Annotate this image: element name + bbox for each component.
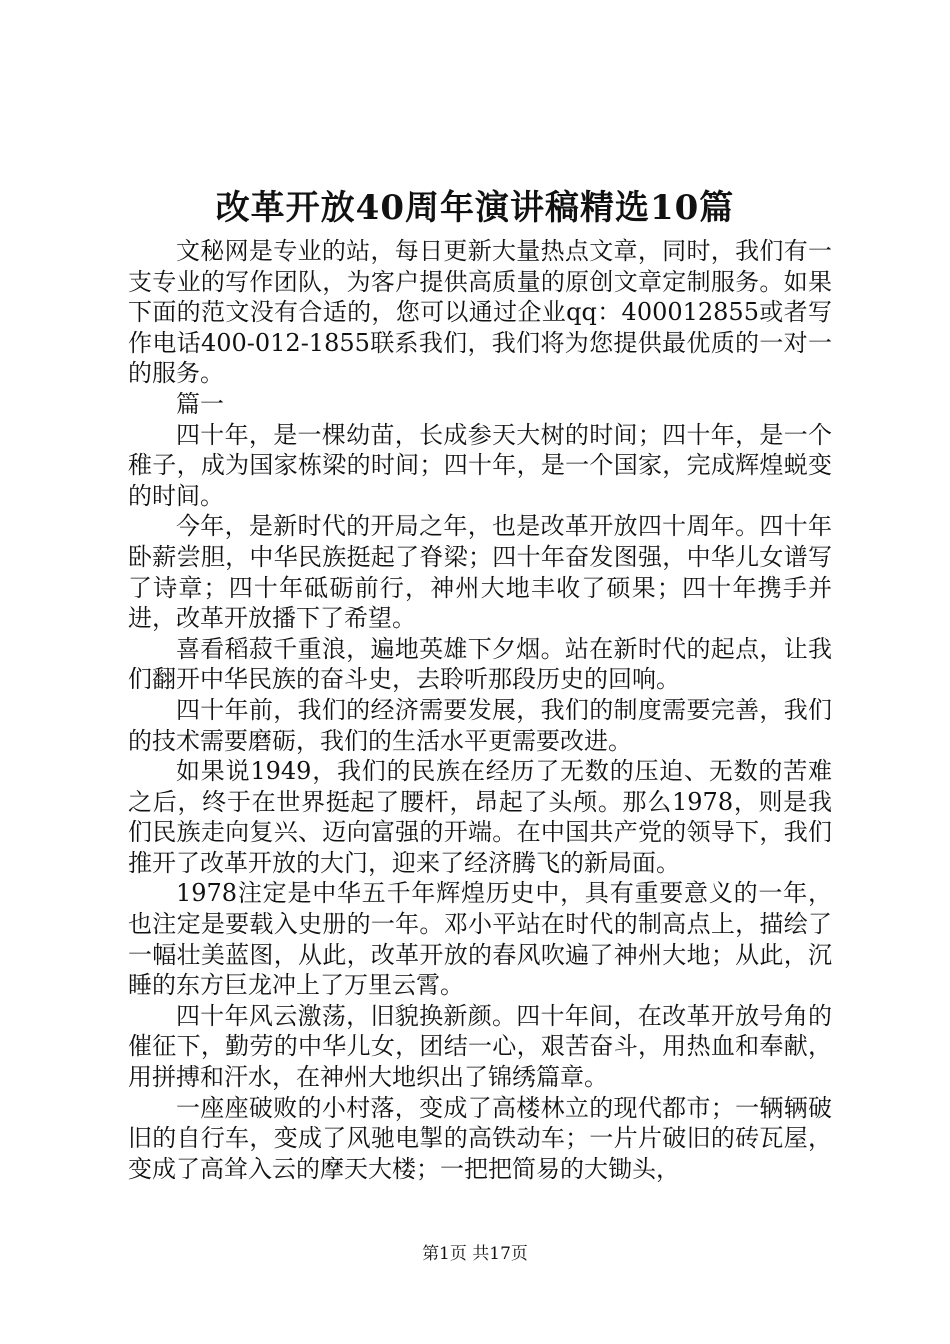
body-paragraph: 四十年，是一棵幼苗，长成参天大树的时间；四十年，是一个稚子，成为国家栋梁的时间；四十年，是一个国家，完成辉煌蜕变的时间。	[128, 420, 832, 510]
body-paragraph: 1978注定是中华五千年辉煌历史中，具有重要意义的一年，也注定是要载入史册的一年。邓小平站在时代的制高点上，描绘了一幅壮美蓝图，从此，改革开放的春风吹遍了神州大地；从此，沉睡的东方巨龙冲上了万里云霄。	[128, 879, 832, 1000]
document-title: 改革开放40周年演讲稿精选10篇	[215, 188, 735, 228]
body-paragraph: 今年，是新时代的开局之年，也是改革开放四十周年。四十年卧薪尝胆，中华民族挺起了脊梁；四十年奋发图强，中华儿女谱写了诗章；四十年砥砺前行，神州大地丰收了硕果；四十年携手并进，改革开放播下了希望。	[128, 512, 832, 633]
document-body	[128, 236, 832, 1184]
body-paragraph: 四十年前，我们的经济需要发展，我们的制度需要完善，我们的技术需要磨砺，我们的生活水平更需要改进。	[128, 695, 832, 755]
body-paragraph: 一座座破败的小村落，变成了高楼林立的现代都市；一辆辆破旧的自行车，变成了风驰电掣的高铁动车；一片片破旧的砖瓦屋，变成了高耸入云的摩天大楼；一把把简易的大锄头，	[128, 1093, 832, 1183]
body-paragraph: 喜看稻菽千重浪，遍地英雄下夕烟。站在新时代的起点，让我们翻开中华民族的奋斗史，去聆听那段历史的回响。	[128, 634, 832, 694]
body-paragraph: 四十年风云激荡，旧貌换新颜。四十年间，在改革开放号角的催征下，勤劳的中华儿女，团结一心，艰苦奋斗，用热血和奉献，用拼搏和汗水，在神州大地织出了锦绣篇章。	[128, 1001, 832, 1092]
page-footer: 第1页 共17页	[422, 1244, 528, 1264]
section-heading: 篇一	[176, 389, 224, 418]
intro-paragraph: 文秘网是专业的站，每日更新大量热点文章，同时，我们有一支专业的写作团队，为客户提供高质量的原创文章定制服务。如果下面的范文没有合适的，您可以通过企业qq：400012855或者写作电话400-012-1855联系我们，我们将为您提供最优质的一对一的服务。	[128, 237, 832, 388]
body-paragraph: 如果说1949，我们的民族在经历了无数的压迫、无数的苦难之后，终于在世界挺起了腰杆，昂起了头颅。那么1978，则是我们民族走向复兴、迈向富强的开端。在中国共产党的领导下，我们推开了改革开放的大门，迎来了经济腾飞的新局面。	[128, 757, 832, 877]
